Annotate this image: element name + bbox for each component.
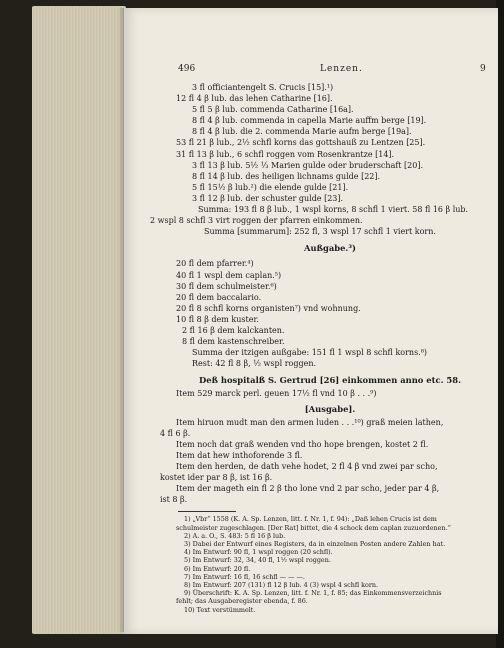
income-line: 3 fl 13 β lub. 5½ ⅓ Marien gulde oder bruderschaft [20]. — [192, 160, 424, 170]
income-list — [150, 82, 484, 237]
hospital-line: Item noch dat graß wenden vnd tho hope brengen, kostet 2 fl. — [176, 439, 429, 449]
hospital-line: Item dat hew inthoforende 3 fl. — [176, 450, 303, 460]
ausgabe-heading: Außgabe.³) — [304, 243, 356, 254]
income-line: 3 fl 12 β lub. der schuster gulde [23]. — [192, 193, 344, 203]
income-summa: Summa: 193 fl 8 β lub., 1 wspl korns, 8 schfl 1 viert. 58 fl 16 β lub. — [198, 205, 469, 215]
hospital-item: Item 529 marck perl. geuen 17½ fl vnd 10 β . . .⁹) — [176, 389, 377, 399]
expense-line: 30 fl dem schulmeister.⁶) — [176, 281, 277, 291]
page-body — [150, 82, 484, 614]
income-summarum: Summa [summarum]: 252 fl, 3 wspl 17 schfl 1 viert korn. — [204, 227, 436, 237]
footnote: 4) Im Entwurf: 90 fl, 1 wspl roggen (20 schfl). — [184, 548, 333, 557]
footnote: 5) Im Entwurf: 32, 34, 40 fl, 1½ wspl roggen. — [184, 556, 331, 565]
footnote-rule — [178, 511, 236, 512]
expense-line: 10 fl 8 β dem kuster. — [176, 314, 259, 324]
hospital-line: Item hiruon mudt man den armen luden . . .¹⁰) graß meien lathen, — [176, 417, 444, 427]
hospital-line: ist 8 β. — [160, 495, 188, 505]
income-line: 12 fl 4 β lub. das lehen Catharine [16]. — [176, 94, 333, 104]
hospital-line: 4 fl 6 β. — [160, 428, 191, 438]
expense-line: 20 fl dem baccalario. — [176, 292, 262, 302]
expense-list — [176, 258, 484, 369]
income-line: 31 fl 13 β lub., 6 schfl roggen vom Rosenkrantze [14]. — [176, 149, 395, 159]
footnote: 7) Im Entwurf: 16 fl, 16 schfl — — —. — [184, 572, 305, 581]
book-page-edges — [32, 6, 126, 634]
expense-line: 20 fl dem pfarrer.⁴) — [176, 259, 254, 269]
footnotes — [176, 515, 484, 613]
income-line: 8 fl 4 β lub. commenda in capella Marie auffm berge [19]. — [192, 116, 427, 126]
hospital-heading: Deß hospitalß S. Gertrud [26] einkommen anno etc. 58. — [198, 375, 461, 386]
book-page — [124, 8, 498, 634]
expense-line: 8 fl dem kastenschreiber. — [182, 337, 285, 347]
hospital-line: Item den herden, de dath vehe hodet, 2 fl 4 β vnd zwei par scho, — [176, 462, 438, 471]
income-line: 8 fl 4 β lub. die 2. commenda Marie aufm berge [19a]. — [192, 127, 412, 137]
footnote: 9) Überschrift: K. A. Sp. Lenzen, litt. f. Nr. 1, f. 85; das Einkommensverzeichnis — [184, 589, 442, 598]
hospital-ausgabe-heading: [Ausgabe]. — [304, 403, 356, 414]
footnote: 10) Text verstümmelt. — [184, 605, 256, 614]
footnote: fehlt; das Ausgaberegister ebenda, f. 86. — [176, 597, 308, 606]
running-title: Lenzen. — [320, 64, 363, 74]
footnote: 8) Im Entwurf: 207 (131) fl 12 β lub. 4 (3) wspl 4 schfl korn. — [184, 581, 379, 589]
income-summa-cont: 2 wspl 8 schfl 3 virt roggen der pfarren einkommen. — [150, 216, 363, 226]
expense-summa: Summa der itzigen außgabe: 151 fl 1 wspl 8 schfl korns.⁸) — [192, 348, 428, 358]
income-line: 53 fl 21 β lub., 2½ schfl korns das gottshauß zu Lentzen [25]. — [176, 138, 426, 148]
expense-line: 20 fl 8 schfl korns organisten⁷) vnd wohnung. — [176, 303, 361, 313]
footnote: 6) Im Entwurf: 20 fl. — [184, 564, 251, 573]
hospital-expense-list — [160, 417, 484, 506]
expense-line: 2 fl 16 β dem kalckanten. — [182, 325, 285, 335]
hospital-line: kostet ider par 8 β, ist 16 β. — [160, 473, 273, 483]
margin-mark: 9 — [480, 64, 486, 74]
hospital-line: Item der mageth ein fl 2 β tho lone vnd 2 par scho, jeder par 4 β, — [176, 484, 440, 494]
page-number: 496 — [178, 64, 196, 74]
footnote: 2) A. a. O., S. 483: 5 fl 16 β lub. — [184, 531, 286, 540]
expense-rest: Rest: 42 fl 8 β, ½ wspl roggen. — [192, 359, 317, 369]
expense-line: 40 fl 1 wspl dem caplan.⁵) — [176, 270, 282, 280]
income-line: 5 fl 15½ β lub.²) die elende gulde [21]. — [192, 182, 349, 192]
footnote: schulmeister zugeschlagen. [Der Rat] bittet, die 4 schock dem caplan zuzuordenen.“ — [176, 523, 451, 532]
income-line: 5 fl 5 β lub. commenda Catharine [16a]. — [192, 105, 354, 115]
income-line: 8 fl 14 β lub. des heiligen lichnams gulde [22]. — [192, 171, 381, 181]
footnote: 1) „Vbr“ 1558 (K. A. Sp. Lenzen, litt. f. Nr. 1, f. 94): „Daß lehen Crucis ist dem — [184, 515, 437, 524]
footnote: 3) Dabei der Entwurf eines Registers, da in einzelnen Posten andere Zahlen hat. — [184, 539, 446, 548]
income-line: 3 fl officiantengelt S. Crucis [15].¹) — [192, 83, 334, 92]
